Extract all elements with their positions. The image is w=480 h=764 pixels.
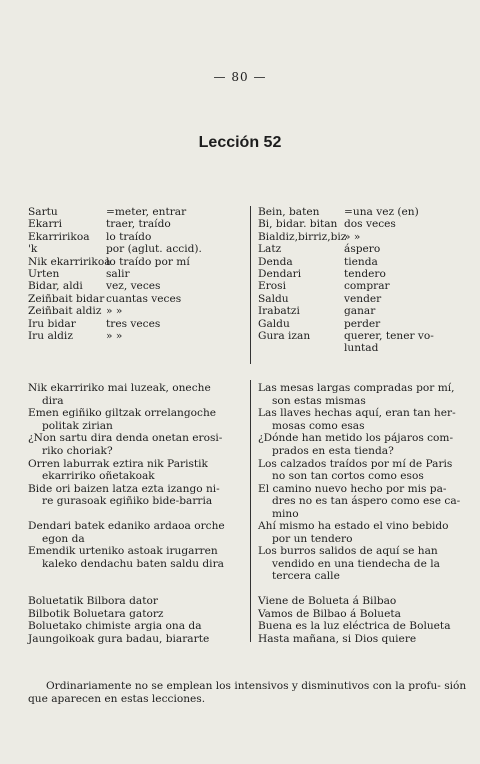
lesson-title: Lección 52 [198,134,282,151]
vocabulary-term: Bein, baten [258,206,320,218]
vocabulary-term: Ekarririkoa [28,230,90,243]
vocabulary-row [28,206,250,218]
phrases-divider [250,380,251,642]
phrase-line: Emen egiñiko giltzak orrelangoche [28,407,217,420]
vocabulary-definition: dos veces [344,218,396,231]
phrases-spanish-group-3 [258,595,472,645]
vocabulary-term: 'k [28,243,38,256]
vocabulary-term: Sartu [28,206,58,218]
vocabulary-row [258,206,472,218]
phrase-line: El camino nuevo hecho por mis pa- [258,482,447,495]
phrase-line: Boluetako chimiste argia ona da [28,620,202,633]
phrase-line: Boluetatik Bilbora dator [28,595,158,607]
vocabulary-term: Iru aldiz [28,329,73,342]
vocabulary-term: Zeiñbait bidar [28,292,105,305]
footnote: Ordinariamente no se emplean los intensivos y disminutivos con la profu- sión que aparecen en estas lecciones. [28,680,467,705]
vocabulary-definition: =meter, entrar [106,206,187,218]
vocabulary-row [258,218,472,230]
phrase-line: no son tan cortos como esos [272,470,424,483]
vocabulary-row [258,231,472,243]
phrase-line: ¿Non sartu dira denda onetan erosi- [28,432,223,445]
vocabulary-term: Bidar, aldi [28,280,83,293]
vocabulary-term: Denda [258,255,293,268]
vocabulary-definition: tres veces [106,317,161,330]
phrase-line: ¿Dónde han metido los pájaros com- [258,432,454,445]
vocabulary-definition: por (aglut. accid). [106,243,202,256]
phrases-basque-group-1 [28,382,246,508]
vocabulary-row [258,293,472,305]
phrase-line: por un tendero [272,532,353,545]
phrase-line: re gurasoak egiñiko bide-barria [42,495,213,508]
phrase-line: Bilbotik Boluetara gatorz [28,607,164,620]
vocabulary-definition: cuantas veces [106,292,182,305]
vocabulary-term: Zeiñbait aldiz [28,305,102,318]
vocabulary-definition: salir [106,267,130,280]
vocabulary-term: Gura izan [258,329,311,342]
vocabulary-definition: ganar [344,305,376,318]
phrases-spanish-group-1 [258,382,472,521]
phrase-line: egon da [42,532,85,545]
vocabulary-term: Nik ekarririkoa [28,255,111,268]
vocabulary-term: Irabatzi [258,305,300,318]
vocabulary-term: Iru bidar [28,317,76,330]
phrase-line: dira [42,394,64,407]
vocabulary-row [258,318,472,330]
phrase-line: riko choriak? [42,444,113,457]
vocabulary-term: Bialdiz,birriz,biz [258,230,347,243]
vocabulary-definition: tienda [344,255,378,268]
phrases-spanish-group-2 [258,520,472,583]
vocabulary-row [258,280,472,292]
vocabulary-term: Saldu [258,292,289,305]
vocabulary-definition: » » [106,305,123,318]
phrases-basque-group-2 [28,520,246,570]
phrase-line: Orren laburrak eztira nik Paristik [28,457,208,470]
vocabulary-row [28,256,250,268]
vocabulary-row [28,293,250,305]
phrase-line: Los burros salidos de aquí se han [258,545,438,558]
vocabulary-term: Urten [28,267,60,280]
phrase-line: vendido en una tiendecha de la [272,557,440,570]
vocabulary-definition: lo traído [106,230,152,243]
vocabulary-row [28,330,250,342]
vocabulary-definition: tendero [344,267,386,280]
vocabulary-row [28,305,250,317]
phrase-line: Nik ekarririko mai luzeak, oneche [28,382,211,394]
vocabulary-term: Galdu [258,317,290,330]
vocabulary-row [258,268,472,280]
phrase-line: Hasta mañana, si Dios quiere [258,632,417,645]
phrase-line: Dendari batek edaniko ardaoa orche [28,520,225,532]
vocabulary-divider [250,206,251,364]
vocabulary-definition: luntad [344,342,379,355]
vocabulary-definition: traer, traído [106,218,171,231]
phrase-line: Jaungoikoak gura badau, biararte [28,632,210,645]
phrase-line: prados en esta tienda? [272,444,394,457]
phrase-line: Viene de Bolueta á Bilbao [258,595,397,607]
phrase-line: Las mesas largas compradas por mí, [258,382,455,394]
phrase-line: Emendik urteniko astoak irugarren [28,545,218,558]
vocabulary-term: Erosi [258,280,286,293]
page-number: — 80 — [213,70,267,84]
vocabulary-row [258,305,472,317]
vocabulary-row [258,342,472,354]
vocabulary-term: Dendari [258,267,302,280]
vocabulary-row [28,218,250,230]
vocabulary-definition: vez, veces [106,280,161,293]
vocabulary-term: Latz [258,243,282,256]
phrase-line: Las llaves hechas aquí, eran tan her- [258,407,456,420]
phrase-line: Vamos de Bilbao á Bolueta [258,607,401,620]
vocabulary-definition: » » [106,329,123,342]
vocabulary-row [28,268,250,280]
phrases-basque-group-3 [28,595,246,645]
phrase-line: kaleko dendachu baten saldu dira [42,557,224,570]
phrase-line: mosas como esas [272,419,365,432]
vocabulary-row [258,330,472,342]
phrase-line: ekarririko oñetakoak [42,470,155,483]
vocabulary-row [28,280,250,292]
vocabulary-definition: » » [344,230,361,243]
vocabulary-row [28,318,250,330]
vocabulary-definition: vender [344,292,382,305]
phrase-line: dres no es tan áspero como ese ca- [272,495,461,508]
phrase-line: politak zirian [42,419,113,432]
vocabulary-row [258,256,472,268]
vocabulary-term: Bi, bidar. bitan [258,218,338,231]
vocabulary-definition: =una vez (en) [344,206,419,218]
vocabulary-term: Ekarri [28,218,62,231]
vocabulary-row [28,231,250,243]
vocabulary-left-column [28,206,250,342]
vocabulary-definition: lo traído por mí [106,255,190,268]
vocabulary-definition: perder [344,317,381,330]
vocabulary-definition: querer, tener vo- [344,329,434,342]
vocabulary-right-column [258,206,472,355]
phrase-line: tercera calle [272,570,340,583]
phrase-line: Ahí mismo ha estado el vino bebido [258,520,449,532]
phrase-line: son estas mismas [272,394,366,407]
phrase-line: Los calzados traídos por mí de Paris [258,457,453,470]
phrase-line: mino [272,507,299,520]
vocabulary-row [28,243,250,255]
phrase-line: Buena es la luz eléctrica de Bolueta [258,620,451,633]
phrase-line: Bide ori baizen latza ezta izango ni- [28,482,220,495]
vocabulary-row [258,243,472,255]
vocabulary-definition: áspero [344,243,381,256]
vocabulary-definition: comprar [344,280,390,293]
